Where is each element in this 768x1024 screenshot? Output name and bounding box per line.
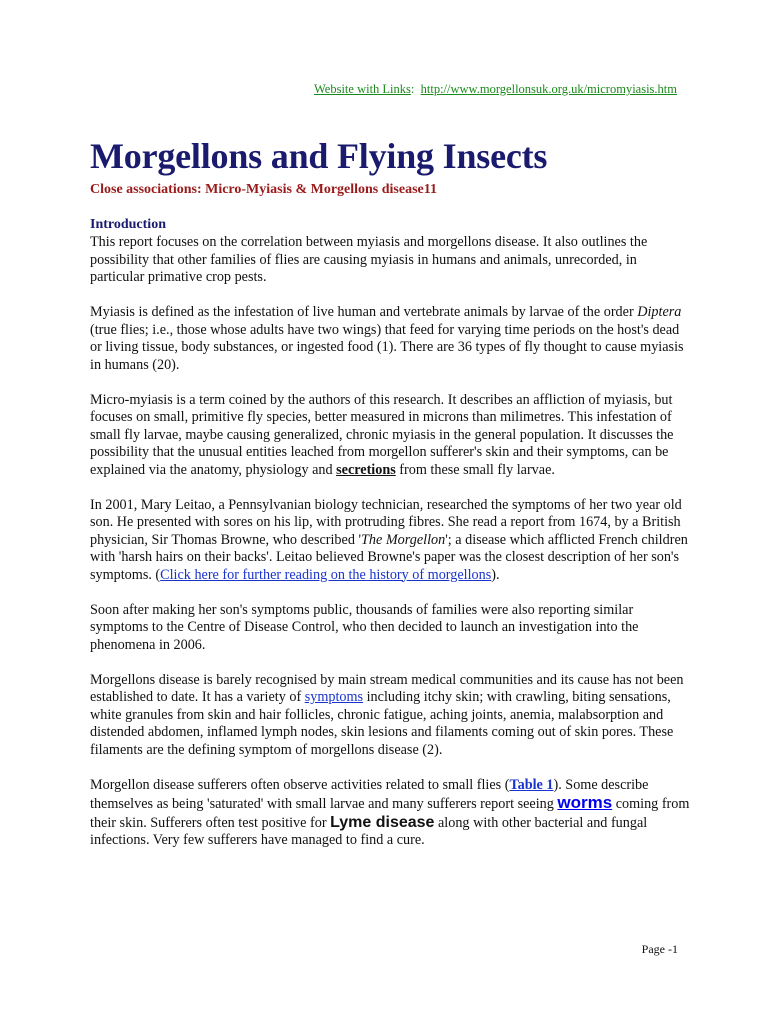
- p7-text-c: coming from their skin. Sufferers often test positive for: [90, 796, 690, 831]
- p1-text: This report focuses on the correlation between myiasis and morgellons disease. It also outlines the possibility that other families of flies are causing myiasis in humans and animals, unrecorded, in particular primative crop pests.: [90, 234, 648, 285]
- paragraph-7: [90, 777, 690, 850]
- paragraph-3: [90, 392, 690, 480]
- p5-text: Soon after making her son's symptoms public, thousands of families were also reporting similar symptoms to the Centre of Disease Control, who then decided to launch an investigation into the phenomena in 2006.: [90, 601, 639, 653]
- p4-text-b: '; a disease which afflicted French children with 'harsh hairs on their backs'. Leitao believed Browne's paper was the closest description of her son's symptoms. (: [90, 531, 688, 583]
- paragraph-5: [90, 602, 690, 655]
- p2-text-b: (true flies; i.e., those whose adults have two wings) that feed for varying time periods on the host's dead or living tissue, body substances, or ingested food (1). There are 36 types of fly thought to cause myiasis in humans (20).: [90, 321, 684, 373]
- p7-text-b: ). Some describe themselves as being 'saturated' with small larvae and many sufferers report seeing: [90, 776, 649, 812]
- page-title: Morgellons and Flying Insects: [90, 136, 548, 176]
- website-links-label[interactable]: Website with Links: [313, 82, 411, 96]
- p7-text-a: Morgellon disease sufferers often observe activities related to small flies (: [90, 776, 510, 793]
- table-1-link[interactable]: Table 1: [509, 776, 554, 793]
- p3-text-a: Micro-myiasis is a term coined by the authors of this research. It describes an affliction of myiasis, but focuses on small, primitive fly species, better measured in microns than milimetres. This infestation of small fly larvae, maybe causing generalized, chronic myiasis in the general population. It discusses the possibility that the unusual entities leached from morgellon sufferer's skin and their symptoms, can be explained via the anatomy, physiology and: [90, 391, 674, 478]
- secretions-link[interactable]: secretions: [336, 461, 396, 478]
- diptera-term: Diptera: [637, 304, 682, 320]
- paragraph-4: [90, 497, 690, 585]
- website-links-line: [314, 82, 677, 97]
- document-body: [90, 132, 690, 867]
- p7-text-d: along with other bacterial and fungal infections. Very few sufferers have managed to find a cure.: [90, 814, 648, 848]
- introduction-heading: Introduction: [90, 217, 166, 232]
- paragraph-2: [90, 304, 690, 374]
- page-number: Page -1: [641, 942, 678, 956]
- symptoms-link[interactable]: symptoms: [304, 689, 364, 705]
- p4-text-a: In 2001, Mary Leitao, a Pennsylvanian biology technician, researched the symptoms of her two year old son. He presented with sores on his lip, with protruding fibres. She read a report from 1674, by a British physician, Sir Thomas Browne, who described ': [90, 496, 682, 548]
- website-url-link[interactable]: http://www.morgellonsuk.org.uk/micromyiasis.htm: [420, 82, 677, 96]
- paragraph-6: [90, 672, 690, 760]
- colon: :: [410, 82, 415, 96]
- page-subtitle: Close associations: Micro-Myiasis & Morgellons disease11: [90, 182, 437, 197]
- lyme-disease-term: Lyme disease: [330, 813, 435, 831]
- p6-text-a: Morgellons disease is barely recognised by main stream medical communities and its cause has not been established to date. It has a variety of: [90, 671, 684, 705]
- p3-text-b: from these small fly larvae.: [395, 461, 555, 478]
- p6-text-b: including itchy skin; with crawling, biting sensations, white granules from skin and hair follicles, chronic fatigue, aching joints, anemia, malabsorption and distended abdomen, inflamed lymph nodes, skin lesions and filaments coming out of skin pores. These filaments are the defining symptom of morgellons disease (2).: [90, 689, 674, 758]
- history-reading-link[interactable]: Click here for further reading on the history of morgellons: [160, 566, 492, 583]
- morgellon-term: The Morgellon: [361, 531, 446, 548]
- paragraph-1: [90, 234, 690, 287]
- p2-text-a: Myiasis is defined as the infestation of live human and vertebrate animals by larvae of the order: [90, 304, 638, 320]
- p4-text-c: ).: [491, 566, 500, 583]
- worms-link[interactable]: worms: [557, 793, 613, 812]
